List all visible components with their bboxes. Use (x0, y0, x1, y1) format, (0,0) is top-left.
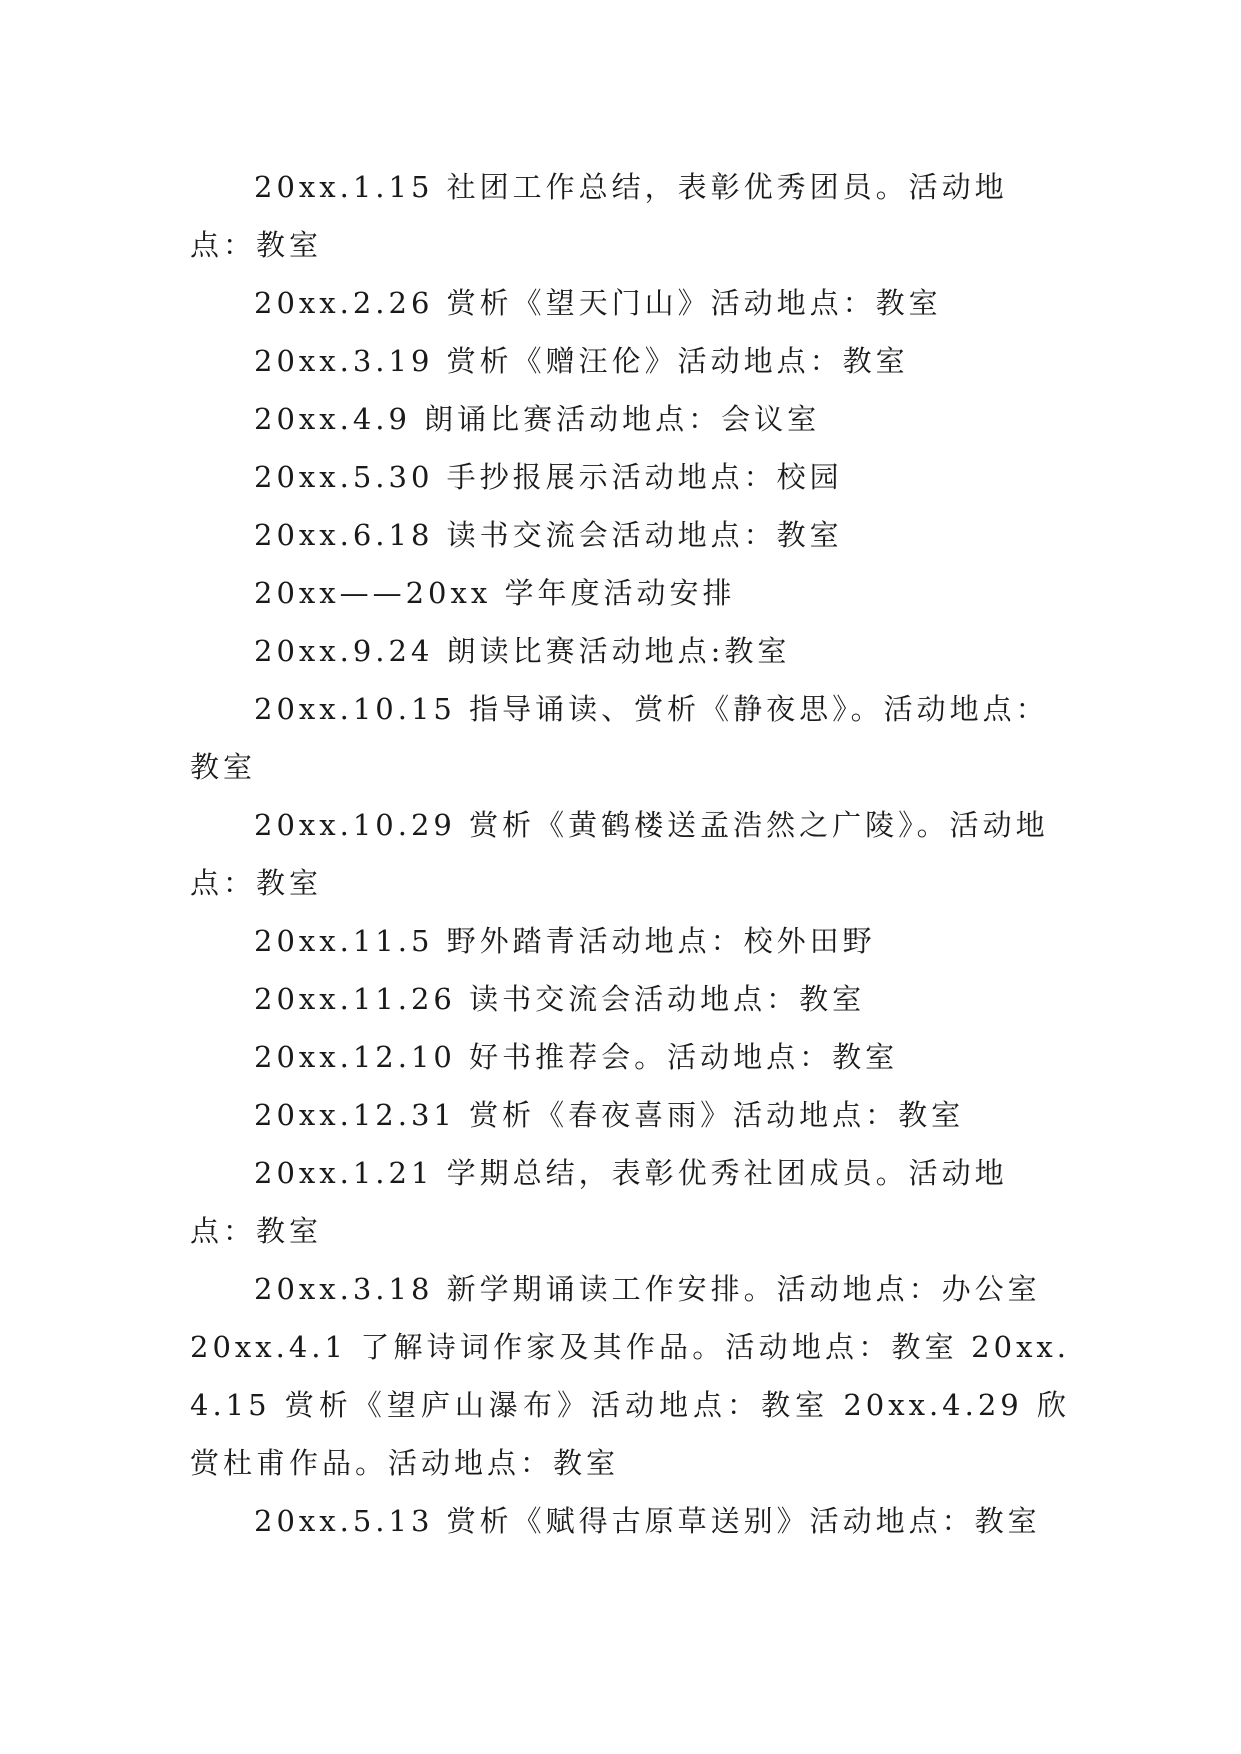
paragraph-17: 20xx.4.1 了解诗词作家及其作品。活动地点：教室 20xx.4.15 赏析《望庐山瀑布》活动地点：教室 20xx.4.29 欣赏杜甫作品。活动地点：教室 (190, 1330, 1070, 1480)
paragraph-14: 20xx.12.31 赏析《春夜喜雨》活动地点：教室 (254, 1098, 965, 1132)
paragraph-1: 20xx.1.15 社团工作总结，表彰优秀团员。活动地点：教室 (190, 170, 1008, 262)
paragraph-12: 20xx.11.26 读书交流会活动地点：教室 (254, 982, 866, 1016)
document-body (190, 158, 1070, 1550)
paragraph-18: 20xx.5.13 赏析《赋得古原草送别》活动地点：教室 (254, 1504, 1041, 1538)
paragraph-4: 20xx.4.9 朗诵比赛活动地点：会议室 (254, 402, 821, 436)
paragraph-10: 20xx.10.29 赏析《黄鹤楼送孟浩然之广陵》。活动地点：教室 (190, 808, 1049, 900)
paragraph-2: 20xx.2.26 赏析《望天门山》活动地点：教室 (254, 286, 942, 320)
paragraph-11: 20xx.11.5 野外踏青活动地点：校外田野 (254, 924, 876, 958)
paragraph-16: 20xx.3.18 新学期诵读工作安排。活动地点：办公室 (254, 1272, 1041, 1306)
paragraph-15: 20xx.1.21 学期总结，表彰优秀社团成员。活动地点：教室 (190, 1156, 1008, 1248)
paragraph-9: 20xx.10.15 指导诵读、赏析《静夜思》。活动地点：教室 (190, 692, 1049, 784)
paragraph-6: 20xx.6.18 读书交流会活动地点：教室 (254, 518, 843, 552)
paragraph-13: 20xx.12.10 好书推荐会。活动地点：教室 (254, 1040, 899, 1074)
paragraph-8: 20xx.9.24 朗读比赛活动地点:教室 (254, 634, 791, 668)
paragraph-5: 20xx.5.30 手抄报展示活动地点：校园 (254, 460, 843, 494)
paragraph-3: 20xx.3.19 赏析《赠汪伦》活动地点：教室 (254, 344, 909, 378)
paragraph-7: 20xx——20xx 学年度活动安排 (254, 576, 736, 610)
